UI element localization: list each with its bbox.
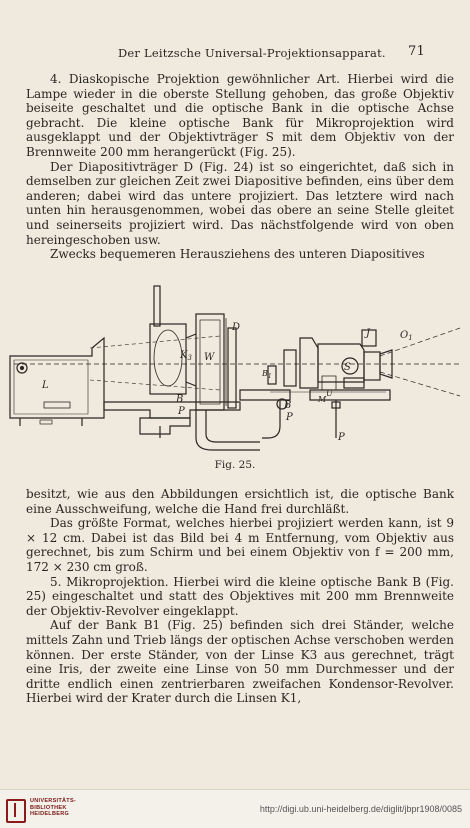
figure-label-B1: $B_1$	[262, 369, 272, 380]
figure-label-M: M	[318, 395, 327, 404]
figure-label-P-lower: P	[286, 412, 293, 423]
figure-label-L: L	[42, 380, 49, 391]
figure-caption: Fig. 25.	[214, 459, 256, 471]
viewer-footer	[0, 789, 470, 828]
lamp-housing	[10, 338, 104, 426]
library-seal-icon	[6, 799, 26, 823]
apparatus-drawing	[0, 278, 470, 458]
paragraph: besitzt, wie aus den Abbildungen ersichtlich ist, die optische Bank eine Ausschweifung, welche die Hand frei durchläßt.	[26, 487, 454, 516]
figure-label-J: J	[366, 328, 371, 339]
figure-label-D: D	[232, 322, 241, 333]
permalink[interactable]: http://digi.ub.uni-heidelberg.de/diglit/jbpr1908/0085	[259, 804, 462, 814]
library-logo[interactable]	[6, 798, 77, 822]
paragraph: 4. Diaskopische Projektion gewöhnlicher Art. Hierbei wird die Lampe wieder in die oberste Stellung gehoben, das große Objektiv beiseite geschaltet und die optische Bank in die optische Achse gebracht. Die kleine optische Bank für Mikroprojektion wird ausgeklappt und der Objektivträger S mit dem Objektiv von der Brennweite 200 mm herangerückt (Fig. 25).	[26, 72, 454, 159]
paragraph: Zwecks bequemeren Herausziehens des unteren Diapositives	[50, 247, 425, 262]
text-block-top	[26, 72, 454, 262]
text-block-bottom	[26, 487, 454, 706]
figure-label-B: B	[176, 394, 184, 405]
micro-optics	[268, 330, 392, 390]
paragraph: Auf der Bank B1 (Fig. 25) befinden sich drei Ständer, welche mittels Zahn und Trieb längs der optischen Achse verschoben werden können. Der erste Ständer, von der Linse K3 aus gerechnet, trägt eine Iris, der zweite eine Linse von 50 mm Durchmesser und der dritte endlich einen zentrierbaren zweifachen Kondensor-Revolver. Hierbei wird der Krater durch die Linsen K1,	[26, 618, 454, 706]
figure-label-O1: $O_1$	[400, 330, 413, 342]
figure-label-W: W	[204, 352, 215, 363]
paragraph: Das größte Format, welches hierbei projiziert werden kann, ist 9 × 12 cm. Dabei ist das Bild bei 4 m Entfernung, vom Objektiv aus gerechnet, bis zum Schirm und bei einem Objektiv von f = 200 mm, 172 × 230 cm groß.	[26, 516, 454, 574]
paragraph: 5. Mikroprojektion. Hierbei wird die kleine optische Bank B (Fig. 25) eingeschaltet und statt des Objektives mit 200 mm Brennweite der Objektiv-Revolver eingeklappt.	[26, 574, 454, 618]
beam-line	[90, 380, 220, 390]
paragraph: Der Diapositivträger D (Fig. 24) ist so eingerichtet, daß sich in demselben zur gleichen Zeit zwei Diapositive befinden, eins über dem anderen; dabei wird das untere projiziert. Das letztere wird nach unten hin herausgenommen, wobei das obere an seine Stelle gleitet und seinerseits projiziert wird. Das nächstfolgende wird von oben hereingeschoben usw.	[26, 159, 454, 247]
library-name: UNIVERSITÄTS- BIBLIOTHEK HEIDELBERG	[30, 798, 77, 817]
figure-label-U: U	[326, 389, 333, 398]
page-number: 71	[408, 44, 425, 59]
figure-label-S: S	[344, 362, 351, 373]
figure-25	[0, 278, 470, 458]
figure-label-P-right: P	[338, 432, 345, 443]
running-title: Der Leitzsche Universal-Projektionsapparat.	[118, 46, 386, 60]
figure-label-B-lower: B	[284, 400, 292, 411]
optical-bench	[104, 390, 390, 450]
slide-carrier	[196, 314, 236, 410]
condenser-column	[150, 286, 196, 394]
figure-label-K3: $K_3$	[180, 350, 192, 362]
figure-label-P: P	[178, 406, 185, 417]
